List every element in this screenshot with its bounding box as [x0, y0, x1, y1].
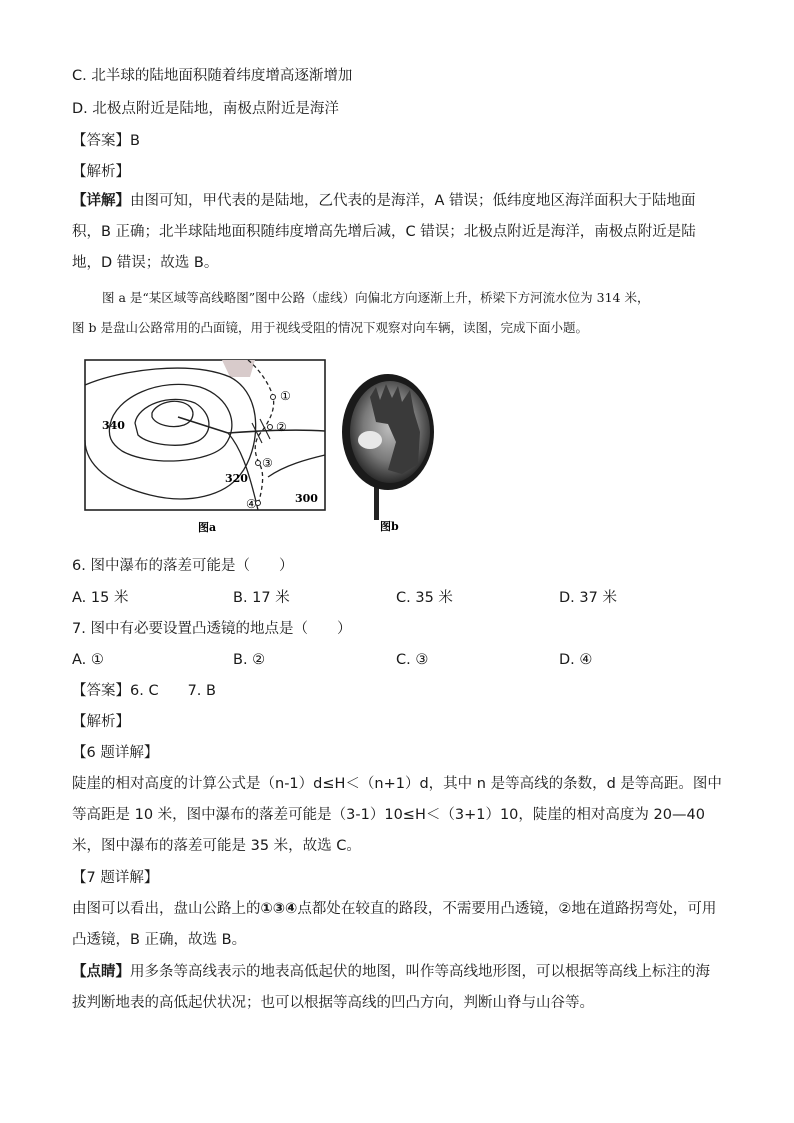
q7-detail-points: ①③④ — [260, 901, 298, 917]
q6-option-a: A. 15 米 — [72, 590, 129, 606]
comment-label: 【点睛】 — [72, 964, 130, 980]
q7-option-b: B. ② — [233, 652, 266, 668]
point-4-label: ④ — [246, 497, 257, 511]
comment-paragraph — [72, 957, 722, 1019]
option-c: C. 北半球的陆地面积随着纬度增高逐渐增加 — [72, 68, 353, 84]
figure-b-caption: 图b — [380, 520, 399, 533]
point-3-marker — [256, 461, 261, 466]
analysis-2-label: 【解析】 — [72, 714, 130, 730]
convex-mirror-figure — [340, 372, 440, 540]
q7-option-a: A. ① — [72, 652, 104, 668]
q6-option-d: D. 37 米 — [559, 590, 617, 606]
figure-a-caption: 图a — [198, 521, 217, 534]
q6-option-c: C. 35 米 — [396, 590, 453, 606]
point-3-label: ③ — [262, 456, 273, 470]
contour-line-300 — [268, 455, 325, 477]
contour-label-300: 300 — [295, 492, 318, 505]
comment-text: 用多条等高线表示的地表高低起伏的地图，叫作等高线地形图，可以根据等高线上标注的海拔判断地表的高低起伏状况；也可以根据等高线的凹凸方向，判断山脊与山谷等。 — [72, 964, 710, 1011]
mirror-road — [358, 431, 382, 449]
q6-detail-text: 陡崖的相对高度的计算公式是（n-1）d≤H＜（n+1）d，其中 n 是等高线的条数，d 是等高距。图中等高距是 10 米，图中瀑布的落差可能是（3-1）10≤H＜（3+1）10，陡崖的相对高度为 20—40 米，图中瀑布的落差可能是 35 米，故选 C。 — [72, 776, 722, 854]
answer-label: 【答案】B — [72, 133, 140, 149]
q7-stem: 7. 图中有必要设置凸透镜的地点是（ ） — [72, 621, 352, 637]
detail-text: 由图可知，甲代表的是陆地，乙代表的是海洋，A 错误；低纬度地区海洋面积大于陆地面积，B 正确；北半球陆地面积随纬度增高先增后减，C 错误；北极点附近是海洋，南极点附近是陆地，D 错误；故选 B。 — [72, 193, 696, 271]
point-1-label: ① — [280, 389, 291, 403]
q7-option-d: D. ④ — [559, 652, 593, 668]
q6-detail-label: 【6 题详解】 — [72, 745, 159, 761]
intro-line-1: 图 a 是“某区域等高线略图”图中公路（虚线）向偏北方向逐渐上升，桥梁下方河流水位为 314 米， — [102, 290, 650, 305]
q6-option-b: B. 17 米 — [233, 590, 290, 606]
contour-line-340 — [109, 384, 232, 461]
q7-detail-text-after: 点都处在较直的路段，不需要用凸透镜，②地在道路拐弯处，可用凸透镜，B 正确，故选 B。 — [72, 901, 717, 948]
point-2-label: ② — [276, 420, 287, 434]
analysis-label: 【解析】 — [72, 164, 130, 180]
detail-paragraph — [72, 186, 722, 279]
q7-detail-text-before: 由图可以看出，盘山公路上的 — [72, 901, 261, 917]
intro-line-2: 图 b 是盘山公路常用的凸面镜，用于视线受阻的情况下观察对向车辆，读图，完成下面小题。 — [72, 320, 588, 335]
contour-line-inner — [135, 399, 209, 445]
contour-line-summit — [152, 401, 193, 426]
option-d: D. 北极点附近是陆地，南极点附近是海洋 — [72, 101, 339, 117]
contour-label-320: 320 — [225, 472, 248, 485]
detail-label: 【详解】 — [72, 193, 130, 209]
contour-label-340: 340 — [102, 419, 125, 432]
contour-map-figure — [80, 355, 330, 540]
point-1-marker — [271, 395, 276, 400]
point-2-marker — [268, 425, 273, 430]
q7-detail-paragraph — [72, 894, 722, 956]
q7-detail-label: 【7 题详解】 — [72, 870, 159, 886]
answer-2-label: 【答案】6. C 7. B — [72, 683, 216, 699]
q7-option-c: C. ③ — [396, 652, 429, 668]
q6-stem: 6. 图中瀑布的落差可能是（ ） — [72, 558, 294, 574]
